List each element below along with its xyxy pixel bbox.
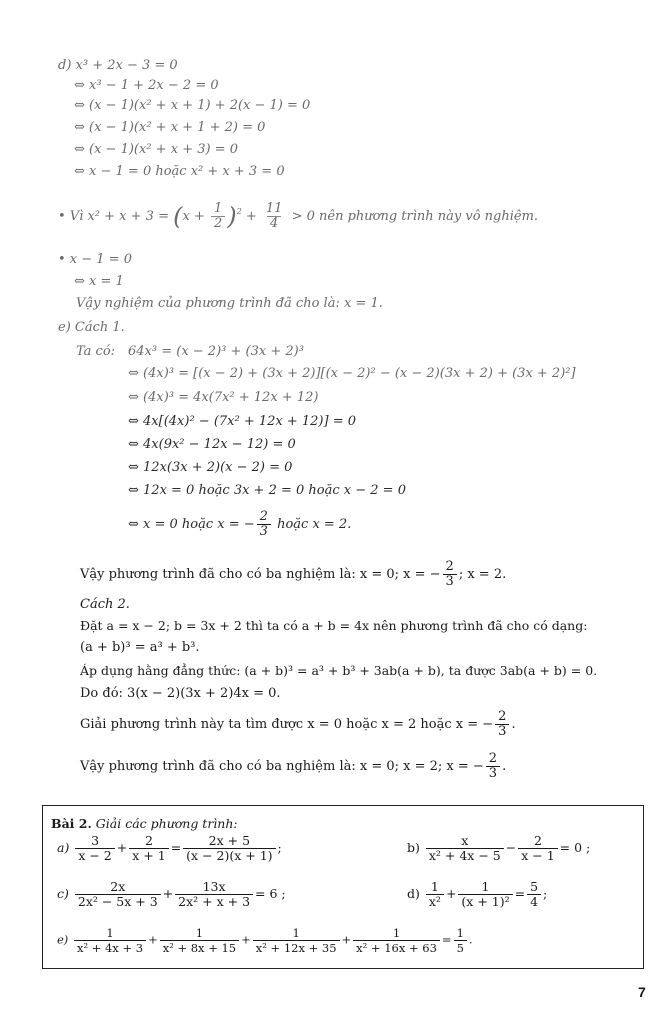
fraction [426, 880, 444, 909]
page-number: 7 [638, 984, 646, 1000]
numerator: 2 [533, 833, 542, 848]
equation-e [57, 926, 473, 955]
solution-line: 64x³ = (x − 2)³ + (3x + 2)³ [128, 344, 304, 359]
fraction [183, 834, 275, 863]
numerator: 1 [195, 926, 204, 940]
operator: + [445, 886, 457, 901]
operator: + [148, 932, 158, 947]
fraction [458, 880, 512, 909]
punctuation: . [468, 932, 473, 947]
punctuation: ; [277, 840, 282, 855]
exercise-number: Bài 2. [51, 816, 92, 831]
operator: + [116, 840, 128, 855]
numerator: 5 [530, 879, 539, 894]
text: hoặc x = 2. [272, 517, 352, 532]
numerator: 2 [144, 833, 153, 848]
denominator: x + 1 [129, 848, 168, 863]
fraction [75, 834, 114, 863]
equation-label: b) [407, 840, 420, 855]
solution-line: ⇔ (x − 1)(x² + x + 1) + 2(x − 1) = 0 [74, 98, 311, 113]
fraction [486, 752, 500, 781]
numerator: x [461, 833, 469, 848]
denominator: x − 2 [75, 848, 114, 863]
exercise-title [51, 816, 238, 831]
numerator: 2x + 5 [208, 833, 251, 848]
solution-line: d) x³ + 2x − 3 = 0 [58, 58, 178, 73]
operator: + [162, 886, 174, 901]
denominator: x − 1 [518, 848, 557, 863]
operator: − [505, 840, 517, 855]
numerator: 1 [213, 201, 223, 216]
text: Vậy phương trình đã cho có ba nghiệm là: x = 0; x = 2; x = − [80, 759, 484, 774]
fraction [175, 880, 253, 909]
conclusion: Vậy nghiệm của phương trình đã cho là: x = 1. [76, 296, 383, 311]
denominator: 4 [267, 216, 281, 231]
fraction [257, 510, 271, 539]
section-heading: Cách 2. [80, 597, 130, 612]
numerator: 2 [445, 559, 454, 574]
solution-line: ⇔ 4x[(4x)² − (7x² + 12x + 12)] = 0 [128, 414, 357, 429]
text: . [502, 759, 507, 774]
fraction [211, 202, 225, 231]
operator: + [241, 932, 251, 947]
equation-c [57, 880, 286, 909]
denominator: x² + 16x + 63 [353, 940, 440, 955]
operator: = [170, 840, 182, 855]
numerator: 1 [456, 926, 464, 940]
paragraph-line: Áp dụng hằng đẳng thức: (a + b)³ = a³ + b³ + 3ab(a + b), ta được 3ab(a + b) = 0. [80, 663, 598, 678]
solution-line: ⇔ (x − 1)(x² + x + 1 + 2) = 0 [74, 120, 266, 135]
bullet-root: • x − 1 = 0 [58, 252, 132, 267]
numerator: 1 [430, 879, 439, 894]
numerator: 1 [481, 879, 490, 894]
solution-line: ⇔ (x − 1)(x² + x + 3) = 0 [74, 142, 238, 157]
paragraph-line: (a + b)³ = a³ + b³. [80, 640, 200, 655]
paren: ( [173, 202, 183, 231]
equation-label: e) [57, 932, 69, 947]
denominator: 3 [257, 524, 271, 539]
lead-text: Ta có: [76, 344, 116, 359]
denominator: 2 [211, 216, 225, 231]
solution-line: ⇔ 4x(9x² − 12x − 12) = 0 [128, 437, 296, 452]
numerator: 11 [265, 201, 283, 216]
denominator: 2x² + x + 3 [175, 894, 253, 909]
denominator: 3 [443, 574, 457, 589]
punctuation: = 6 ; [255, 886, 286, 901]
numerator: 13x [202, 879, 226, 894]
text: > 0 nên phương trình này vô nghiệm. [287, 209, 539, 224]
denominator: 4 [527, 894, 541, 909]
fraction [454, 926, 467, 955]
fraction [426, 834, 504, 863]
denominator: x² + 8x + 15 [160, 940, 239, 955]
numerator: 1 [392, 926, 401, 940]
text: ⇔ x = 0 hoặc x = − [128, 517, 255, 532]
numerator: 2 [259, 509, 268, 524]
operator: = [514, 886, 526, 901]
solution-line [128, 510, 351, 539]
conclusion [80, 752, 506, 781]
solution-line: ⇔ x = 1 [74, 274, 124, 289]
equation-a [57, 834, 282, 863]
numerator: 2 [498, 709, 507, 724]
solution-line: ⇔ x − 1 = 0 hoặc x² + x + 3 = 0 [74, 164, 285, 179]
denominator: 2x² − 5x + 3 [75, 894, 161, 909]
equation-b [407, 834, 590, 863]
denominator: x² + 4x + 3 [74, 940, 146, 955]
solution-line: ⇔ 12x = 0 hoặc 3x + 2 = 0 hoặc x − 2 = 0 [128, 483, 406, 498]
numerator: 2 [488, 751, 498, 766]
solution-line: ⇔ (4x)³ = [(x − 2) + (3x + 2)][(x − 2)² − (x − 2)(3x + 2) + (3x + 2)²] [128, 366, 576, 381]
operator: + [341, 932, 352, 947]
equation-label: c) [57, 886, 69, 901]
numerator: 1 [292, 926, 300, 940]
fraction [443, 560, 457, 589]
fraction [75, 880, 161, 909]
text: Giải phương trình này ta tìm được x = 0 hoặc x = 2 hoặc x = − [80, 717, 494, 732]
fraction [353, 926, 440, 955]
fraction [253, 926, 340, 955]
operator: = [441, 932, 452, 947]
fraction [527, 880, 541, 909]
fraction [518, 834, 557, 863]
text: Vậy phương trình đã cho có ba nghiệm là: x = 0; x = − [80, 567, 441, 582]
text: x + [182, 209, 209, 224]
punctuation: = 0 ; [559, 840, 591, 855]
fraction [495, 710, 509, 739]
text: + [241, 209, 261, 224]
denominator: x² + 12x + 35 [253, 940, 340, 955]
exponent: 2 [236, 207, 242, 216]
equation-label: d) [407, 886, 420, 901]
section-heading: e) Cách 1. [58, 320, 125, 335]
fraction [160, 926, 239, 955]
text: ; x = 2. [458, 567, 507, 582]
denominator: 3 [495, 724, 509, 739]
denominator: 5 [454, 940, 467, 955]
paragraph-line [80, 710, 516, 739]
text: . [511, 717, 516, 732]
denominator: 3 [486, 766, 500, 781]
solution-line: ⇔ 12x(3x + 2)(x − 2) = 0 [128, 460, 293, 475]
numerator: 3 [91, 833, 100, 848]
bullet-no-solution [58, 202, 538, 231]
exercise-instruction: Giải các phương trình: [91, 816, 238, 831]
fraction [129, 834, 168, 863]
equation-label: a) [57, 840, 70, 855]
paragraph-line: Do đó: 3(x − 2)(3x + 2)4x = 0. [80, 686, 281, 701]
paragraph-line: Đặt a = x − 2; b = 3x + 2 thì ta có a + b = 4x nên phương trình đã cho có dạng: [80, 618, 588, 633]
fraction [74, 926, 146, 955]
denominator: (x − 2)(x + 1) [183, 848, 275, 863]
denominator: (x + 1)² [458, 894, 512, 909]
equation-d [407, 880, 547, 909]
solution-line: ⇔ (4x)³ = 4x(7x² + 12x + 12) [128, 390, 319, 405]
punctuation: ; [543, 886, 548, 901]
solution-line: ⇔ x³ − 1 + 2x − 2 = 0 [74, 78, 219, 93]
paren: ) [227, 202, 237, 231]
fraction [263, 202, 286, 231]
denominator: x² + 4x − 5 [426, 848, 504, 863]
numerator: 2x [110, 879, 126, 894]
text: • Vì x² + x + 3 = [58, 209, 174, 224]
denominator: x² [426, 894, 444, 909]
conclusion [80, 560, 506, 589]
exercise-box [42, 805, 644, 969]
numerator: 1 [106, 926, 114, 940]
